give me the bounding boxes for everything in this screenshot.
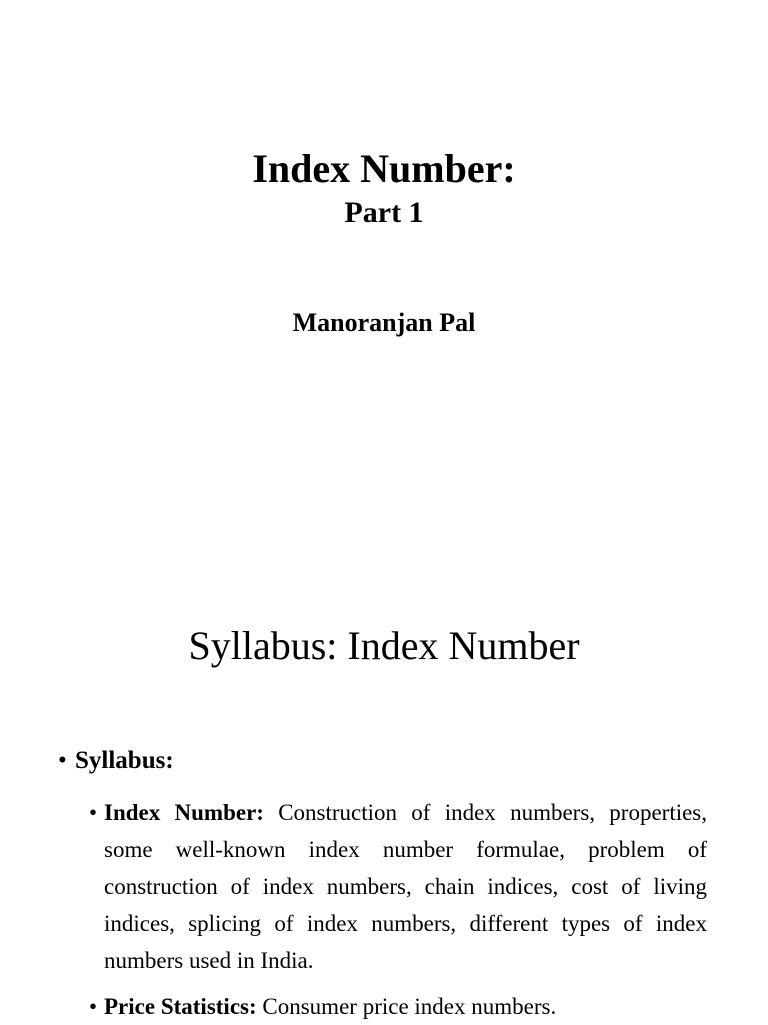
list-item-text: Construction of index numbers, properties, some well-known index number formulae, problem of construction of index numbers, chain indices, cost of living indices, splicing of index numbers, different types of index numbers used in India. xyxy=(104,800,708,973)
slide-title: Index Number: xyxy=(252,146,516,191)
syllabus-slide xyxy=(0,560,768,1024)
bullet-icon: • xyxy=(89,994,98,1019)
list-item-lead: Price Statistics: xyxy=(104,994,257,1019)
list-item-price-statistics xyxy=(89,988,707,1025)
list-item-index-number xyxy=(89,794,707,979)
list-item-body xyxy=(104,988,707,1025)
syllabus-heading-bullet xyxy=(58,745,174,777)
syllabus-heading: Syllabus: xyxy=(75,747,174,774)
bullet-icon: • xyxy=(58,747,67,774)
list-item-text: Consumer price index numbers. xyxy=(262,994,557,1019)
syllabus-slide-title: Syllabus: Index Number xyxy=(188,623,580,668)
bullet-icon: • xyxy=(89,800,98,825)
slide-subtitle: Part 1 xyxy=(344,196,424,229)
list-item-lead: Index Number: xyxy=(104,800,264,825)
author-name: Manoranjan Pal xyxy=(292,308,476,337)
list-item-body xyxy=(104,794,707,979)
